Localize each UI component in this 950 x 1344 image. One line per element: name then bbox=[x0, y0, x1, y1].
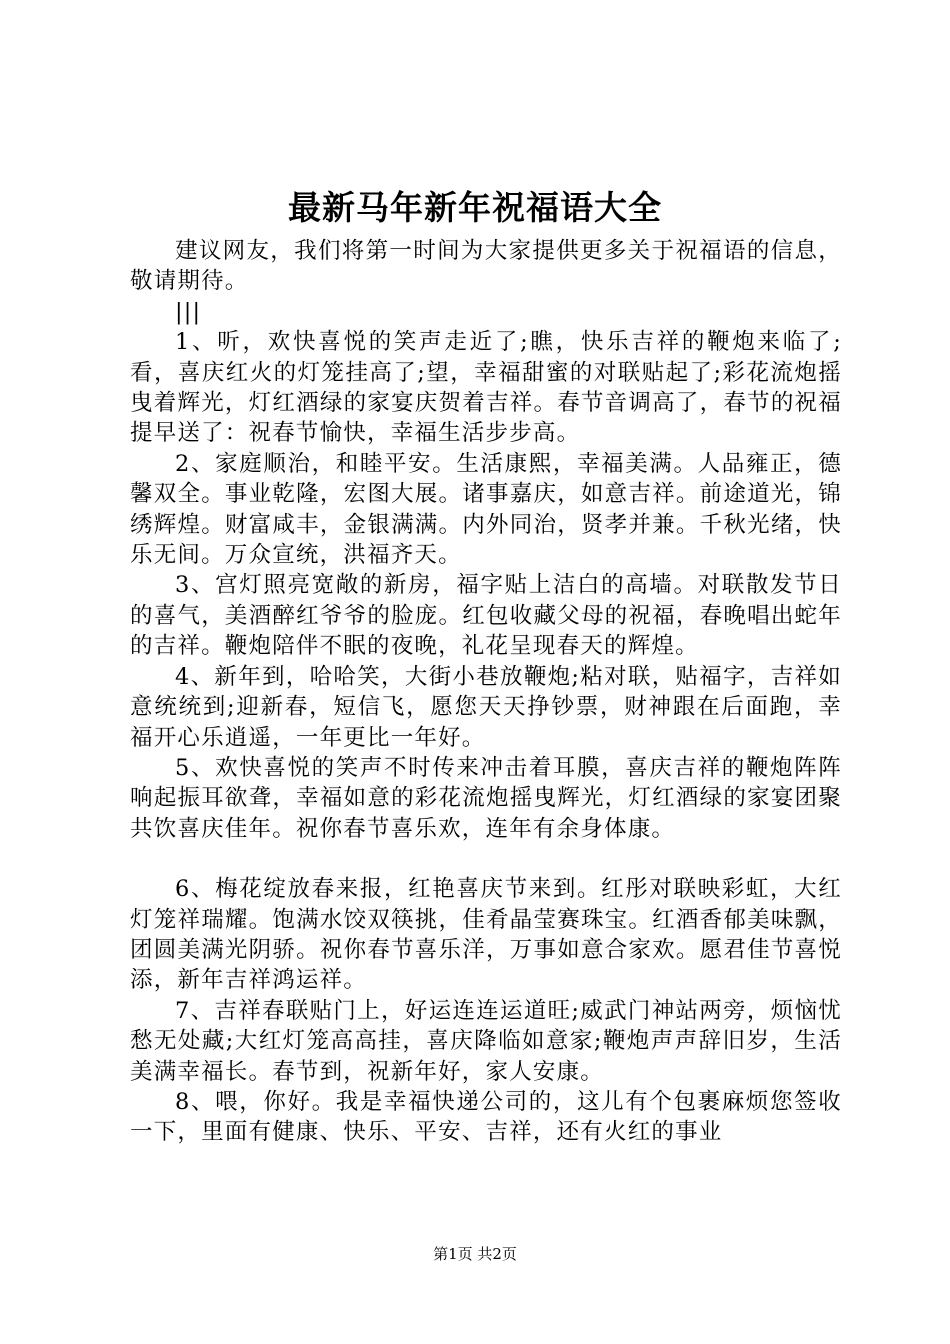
blessing-paragraph-3: 3、宫灯照亮宽敞的新房，福字贴上洁白的高墙。对联散发节日的喜气，美酒醉红爷爷的脸庞。红包收藏父母的祝福，春晚唱出蛇年的吉祥。鞭炮陪伴不眠的夜晚，礼花呈现春天的辉煌。 bbox=[130, 572, 842, 660]
blessing-paragraph-7: 7、吉祥春联贴门上，好运连连运道旺;威武门神站两旁，烦恼忧愁无处藏;大红灯笼高高挂，喜庆降临如意家;鞭炮声声辞旧岁，生活美满幸福长。春节到，祝新年好，家人安康。 bbox=[130, 997, 842, 1085]
document-body bbox=[130, 236, 842, 1148]
blessing-paragraph-6: 6、梅花绽放春来报，红艳喜庆节来到。红彤对联映彩虹，大红灯笼祥瑞耀。饱满水饺双筷挑，佳肴晶莹赛珠宝。红酒香郁美味飘，团圆美满光阴骄。祝你春节喜乐洋，万事如意合家欢。愿君佳节喜悦添，新年吉祥鸿运祥。 bbox=[130, 876, 842, 994]
page-footer: 第1页 共2页 bbox=[433, 1245, 517, 1263]
blessing-paragraph-1: 1、听，欢快喜悦的笑声走近了;瞧，快乐吉祥的鞭炮来临了;看，喜庆红火的灯笼挂高了;望，幸福甜蜜的对联贴起了;彩花流炮摇曳着辉光，灯红酒绿的家宴庆贺着吉祥。春节音调高了，春节的祝福提早送了：祝春节愉快，幸福生活步步高。 bbox=[130, 329, 842, 447]
intro-paragraph: 建议网友，我们将第一时间为大家提供更多关于祝福语的信息，敬请期待。 bbox=[130, 238, 842, 295]
blessing-paragraph-5: 5、欢快喜悦的笑声不时传来冲击着耳膜，喜庆吉祥的鞭炮阵阵响起振耳欲聋，幸福如意的彩花流炮摇曳辉光，灯红酒绿的家宴团聚共饮喜庆佳年。祝你春节喜乐欢，连年有余身体康。 bbox=[130, 754, 842, 842]
blessing-paragraph-4: 4、新年到，哈哈笑，大街小巷放鞭炮;粘对联，贴福字，吉祥如意统统到;迎新春，短信飞，愿您天天挣钞票，财神跟在后面跑，幸福开心乐逍遥，一年更比一年好。 bbox=[130, 663, 842, 751]
blessing-paragraph-2: 2、家庭顺治，和睦平安。生活康熙，幸福美满。人品雍正，德馨双全。事业乾隆，宏图大展。诸事嘉庆，如意吉祥。前途道光，锦绣辉煌。财富咸丰，金银满满。内外同治，贤孝并兼。千秋光绪，快乐无间。万众宣统，洪福齐天。 bbox=[130, 450, 842, 569]
document-title: 最新马年新年祝福语大全 bbox=[288, 188, 662, 227]
blessing-paragraph-8: 8、喂，你好。我是幸福快递公司的，这儿有个包裹麻烦您签收一下，里面有健康、快乐、平安、吉祥，还有火红的事业 bbox=[130, 1088, 842, 1146]
separator-line: ||| bbox=[175, 298, 202, 325]
